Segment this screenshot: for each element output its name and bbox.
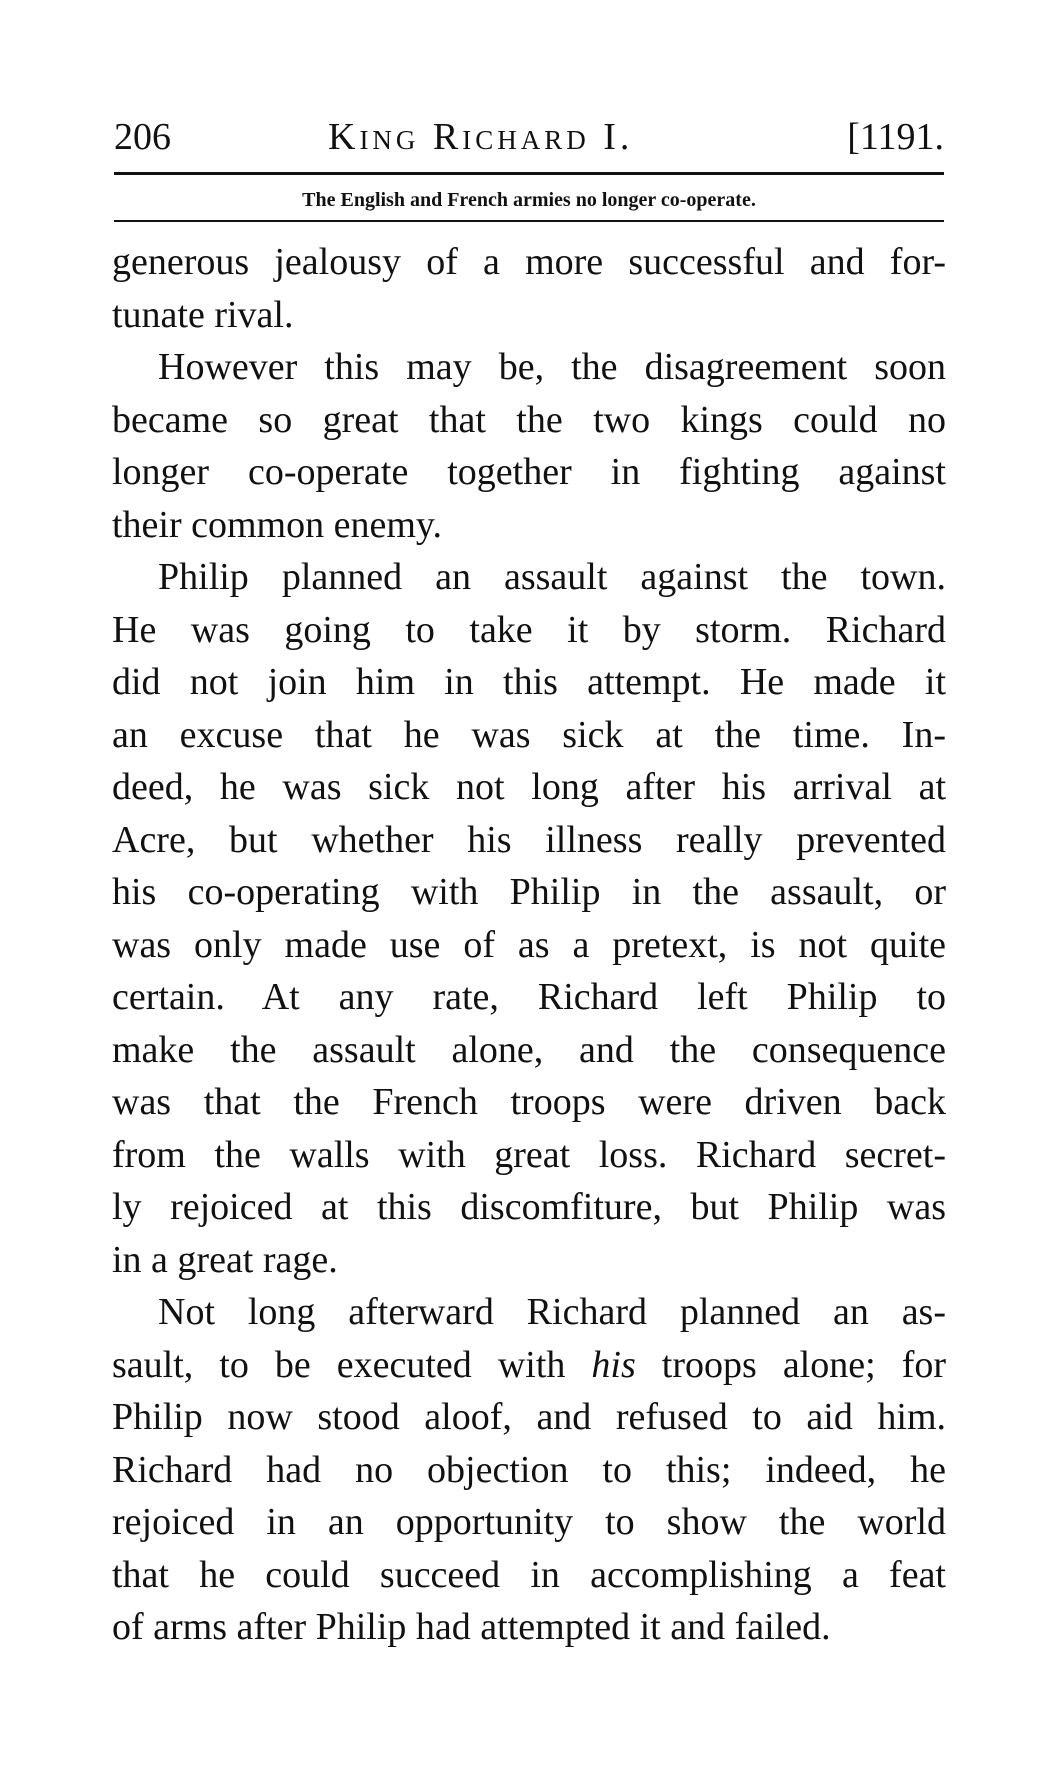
paragraph bbox=[112, 551, 946, 1286]
text-line: Acre, but whether his illness really prevented bbox=[112, 818, 946, 861]
year-marker: [1191. bbox=[847, 116, 944, 158]
running-title: King Richard I. bbox=[328, 116, 634, 158]
text-line: generous jealousy of a more successful and for- bbox=[112, 241, 946, 283]
text-line: Philip planned an assault against the town. bbox=[158, 556, 946, 598]
text-line: sault, to be executed with his troops alone; for bbox=[112, 1343, 946, 1386]
text-line: He was going to take it by storm. Richard bbox=[112, 608, 946, 651]
text-line: deed, he was sick not long after his arrival at bbox=[112, 766, 946, 808]
text-line: in a great rage. bbox=[112, 1238, 338, 1281]
text-line: Not long afterward Richard planned an as- bbox=[158, 1291, 946, 1333]
text-line: However this may be, the disagreement soon bbox=[158, 346, 946, 388]
text-line: was only made use of as a pretext, is not quite bbox=[112, 923, 946, 966]
text-line: longer co-operate together in fighting against bbox=[112, 451, 946, 493]
text-line: his co-operating with Philip in the assault, or bbox=[112, 871, 946, 913]
page-number: 206 bbox=[114, 116, 171, 158]
page-subheading: The English and French armies no longer co-operate. bbox=[302, 189, 756, 211]
header-rule bbox=[114, 172, 944, 175]
text-line: Richard had no objection to this; indeed, he bbox=[112, 1448, 946, 1491]
subheading-rule bbox=[114, 220, 944, 222]
text-line: was that the French troops were driven back bbox=[112, 1081, 946, 1123]
text-line: rejoiced in an opportunity to show the world bbox=[112, 1501, 946, 1543]
text-line: ly rejoiced at this discomfiture, but Philip was bbox=[112, 1186, 946, 1228]
paragraph bbox=[112, 1286, 946, 1654]
text-line: certain. At any rate, Richard left Philip to bbox=[112, 976, 946, 1018]
text-line: tunate rival. bbox=[112, 293, 294, 336]
text-line: from the walls with great loss. Richard secret- bbox=[112, 1133, 946, 1176]
body-text bbox=[112, 236, 946, 1654]
text-line: became so great that the two kings could no bbox=[112, 398, 946, 441]
paragraph bbox=[112, 341, 946, 551]
text-line: an excuse that he was sick at the time. In- bbox=[112, 713, 946, 756]
text-line: Philip now stood aloof, and refused to aid him. bbox=[112, 1396, 946, 1438]
paragraph bbox=[112, 236, 946, 341]
text-line: of arms after Philip had attempted it and failed. bbox=[112, 1606, 831, 1648]
page-header bbox=[114, 112, 944, 162]
text-line: make the assault alone, and the consequence bbox=[112, 1028, 946, 1071]
text-line: did not join him in this attempt. He made it bbox=[112, 661, 946, 703]
text-line: that he could succeed in accomplishing a feat bbox=[112, 1553, 946, 1596]
text-line: their common enemy. bbox=[112, 503, 442, 546]
